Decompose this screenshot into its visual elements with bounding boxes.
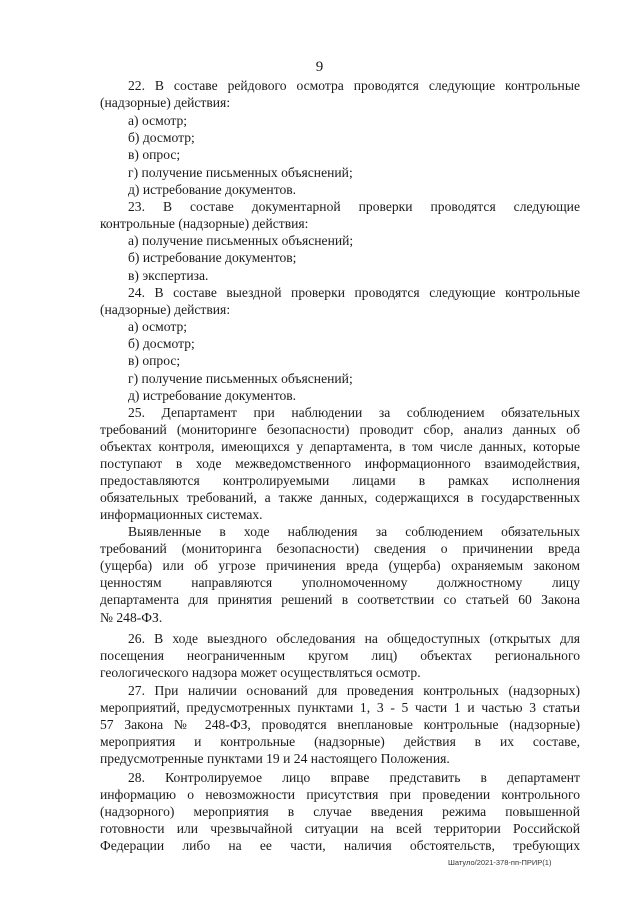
text-line: а) осмотр; (128, 113, 188, 128)
text-line: (надзорные) действия: (100, 302, 231, 317)
text-line: в) опрос; (128, 147, 181, 162)
text-line: предусмотренные пунктами 19 и 24 настоящего Положения. (100, 751, 450, 766)
text-line: посещения неограниченным кругом лиц) объектах регионального (100, 648, 580, 663)
page-number: 9 (315, 59, 324, 75)
text-line: д) истребование документов. (128, 182, 297, 197)
text-line: контрольные (надзорные) действия: (100, 216, 309, 231)
text-line: б) досмотр; (128, 336, 195, 351)
text-line: геологического надзора может осуществляться осмотр. (100, 665, 421, 680)
footer-document-code: Шатуло/2021-378-пп-ПРИР(1) (448, 858, 552, 867)
text-line: требований (мониторинга безопасности) сведения о причинении вреда (100, 541, 580, 556)
text-line: 24. В составе выездной проверки проводятся следующие контрольные (128, 285, 580, 300)
text-line: предоставляются контролируемыми лицами в рамках исполнения (100, 473, 580, 488)
text-line: объектах контроля, имеющихся у департамента, в том числе данных, которые (100, 439, 580, 454)
text-line: департамента для принятия решений в соответствии со статьей 60 Закона (100, 592, 580, 607)
text-line: (надзорного) мероприятия в случае введения режима повышенной (100, 804, 580, 819)
text-line: Выявленные в ходе наблюдения за соблюдением обязательных (128, 524, 580, 539)
text-line: г) получение письменных объяснений; (128, 165, 353, 180)
text-line: б) досмотр; (128, 130, 195, 145)
text-line: мероприятия и контрольные (надзорные) действия в их составе, (100, 734, 580, 749)
text-line: информацию о невозможности присутствия при проведении контрольного (100, 787, 580, 802)
text-line: б) истребование документов; (128, 250, 297, 265)
text-line: в) экспертиза. (128, 268, 209, 283)
text-line: информационных системах. (100, 507, 263, 522)
text-line: (надзорные) действия: (100, 95, 231, 110)
text-line: Федерации либо на ее части, наличия обстоятельств, требующих (100, 838, 580, 853)
text-line: а) осмотр; (128, 319, 188, 334)
text-line: 28. Контролируемое лицо вправе представить в департамент (128, 770, 580, 785)
text-line: 23. В составе документарной проверки проводятся следующие (128, 199, 580, 214)
text-line: 27. При наличии оснований для проведения контрольных (надзорных) (128, 683, 580, 698)
text-line: № 248-ФЗ. (100, 610, 163, 625)
text-line: в) опрос; (128, 353, 181, 368)
text-line: д) истребование документов. (128, 388, 297, 403)
text-line: а) получение письменных объяснений; (128, 233, 354, 248)
text-line: 22. В составе рейдового осмотра проводятся следующие контрольные (128, 78, 580, 93)
text-line: 57 Закона № 248-ФЗ, проводятся внеплановые контрольные (надзорные) (100, 717, 580, 732)
text-line: мероприятий, предусмотренных пунктами 1, 3 - 5 части 1 и частью 3 статьи (100, 700, 580, 715)
text-line: г) получение письменных объяснений; (128, 371, 353, 386)
text-line: готовности или чрезвычайной ситуации на всей территории Российской (100, 821, 580, 836)
text-line: (ущерба) или об угрозе причинения вреда (ущерба) охраняемым законом (100, 558, 580, 573)
text-line: требований (мониторинге безопасности) проводит сбор, анализ данных об (100, 422, 580, 437)
text-line: поступают в ходе межведомственного информационного взаимодействия, (100, 456, 580, 471)
text-line: ценностям направляются уполномоченному должностному лицу (100, 575, 580, 590)
text-line: обязательных требований, а также данных, содержащихся в государственных (100, 490, 580, 505)
text-line: 26. В ходе выездного обследования на общедоступных (открытых для (128, 631, 580, 646)
text-line: 25. Департамент при наблюдении за соблюдением обязательных (128, 405, 580, 420)
